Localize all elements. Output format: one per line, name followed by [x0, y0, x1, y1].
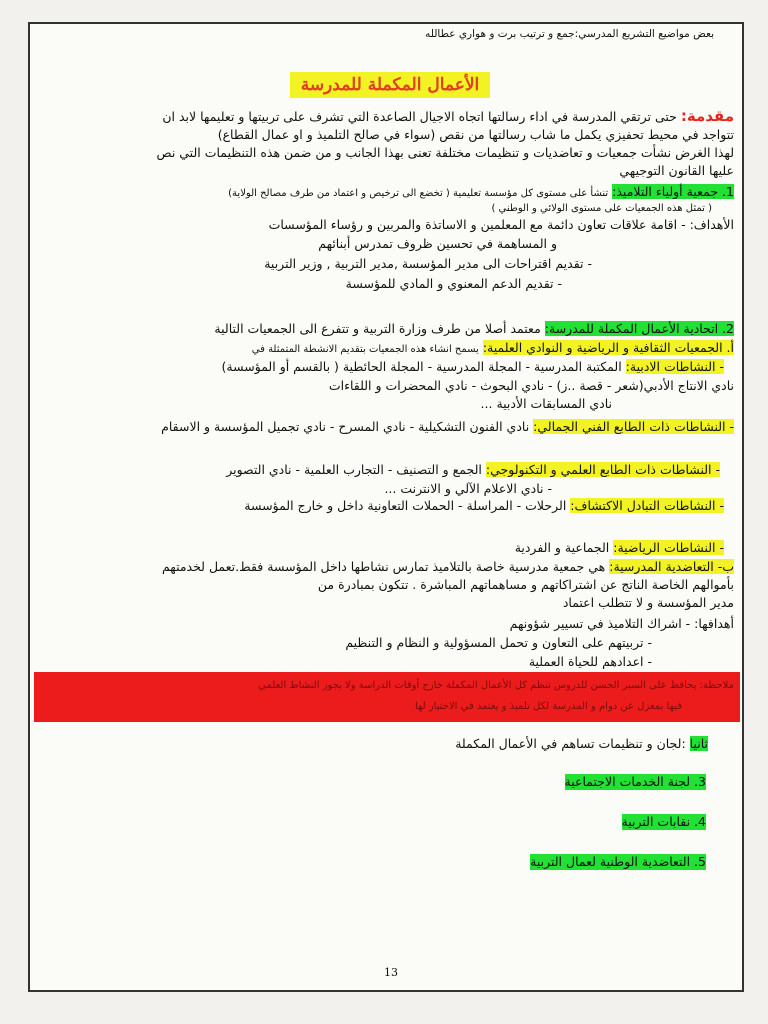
sub-b-label: ب- التعاضدية المدرسية:: [609, 559, 734, 574]
list-item-3: 3. لجنة الخدمات الاجتماعية: [564, 774, 706, 789]
goals-label: الأهداف:: [689, 217, 734, 232]
document-page: [28, 22, 744, 992]
list-heading-text: :لجان و تنظيمات تساهم في الأعمال المكملة: [455, 736, 686, 751]
note-line-1: ملاحظة: يحافظ على السير الحسن للدروس تنظم كل الأعمال المكملة خارج أوقات الدراسة ولا يجوز النشاط العلمي: [258, 680, 734, 691]
aims-line: [510, 616, 734, 632]
literary-line-3: نادي المسابقات الأدبية ...: [480, 396, 612, 411]
section1-note: ( تمثل هذه الجمعيات على مستوى الولائي و الوطني ): [491, 203, 712, 214]
aim-3: - اعدادهم للحياة العملية: [528, 654, 652, 669]
page-number: 13: [384, 966, 398, 979]
section1-label: 1. جمعية أولياء التلاميذ:: [612, 184, 734, 199]
intro-paragraph: [162, 108, 734, 125]
literary-line: [222, 359, 724, 375]
page-header: بعض مواضيع التشريع المدرسي:جمع و ترتيب برت و هواري عطالله: [425, 28, 714, 40]
intro-label: مقدمة:: [680, 107, 734, 125]
section2-text: معتمد أصلا من طرف وزارة التربية و تتفرع الى الجمعيات التالية: [214, 321, 541, 336]
science-label: - النشاطات ذات الطابع العلمي و التكنولوجي:: [485, 462, 720, 477]
sub-b-line-2: بأموالهم الخاصة الناتج عن اشتراكاتهم و مساهماتهم المباشرة . تتكون بمبادرة من: [317, 577, 734, 592]
aims-label: أهدافها:: [694, 616, 734, 631]
list-item-5: 5. التعاضدية الوطنية لعمال التربية: [530, 854, 706, 869]
goal-3: - تقديم الدعم المعنوي و المادي للمؤسسة: [345, 276, 562, 291]
section2-label: 2. اتحادية الأعمال المكملة للمدرسة:: [544, 321, 734, 336]
sub-a-text: يسمح انشاء هذه الجمعيات بتقديم الانشطة المتمثلة في: [251, 344, 479, 355]
sub-b-line: [162, 559, 734, 575]
section2-line: [214, 321, 734, 337]
art-label: - النشاطات ذات الطابع الفني الجمالي:: [533, 419, 734, 434]
exchange-text: الرحلات - المراسلة - الحملات التعاونية داخل و خارج المؤسسة: [244, 498, 567, 513]
document-title: الأعمال المكملة للمدرسة: [290, 72, 490, 98]
sub-b-text: هي جمعية مدرسية خاصة بالتلاميذ تمارس نشاطها داخل المؤسسة فقط.تعمل لخدمتهم: [161, 559, 606, 574]
science-line: [226, 462, 720, 478]
sport-label: - النشاطات الرياضية:: [613, 540, 724, 555]
art-text: نادي الفنون التشكيلية - نادي المسرح - نادي تجميل المؤسسة و الاسقام: [161, 419, 530, 434]
science-line-2: - نادي الاعلام الآلي و الانترنت ...: [384, 481, 552, 496]
aim-1: - اشراك التلاميذ في تسيير شؤونهم: [509, 616, 691, 631]
goal-2: - تقديم اقتراحات الى مدير المؤسسة ,مدير التربية , وزير التربية: [264, 256, 592, 271]
exchange-label: - النشاطات التبادل الاكتشاف:: [570, 498, 724, 513]
section1-line: [228, 184, 734, 202]
intro-line-2: تتواجد في محيط تحفيزي يكمل ما شاب رسالتها من نقص (سواء في صالح التلميذ و او عمال القطاع): [217, 127, 734, 142]
sub-a-label: أ. الجمعيات الثقافية و الرياضية و النوادي العلمية:: [482, 340, 734, 355]
aim-2: - تربيتهم على التعاون و تحمل المسؤولية و النظام و التنظيم: [345, 635, 652, 650]
section1-text: تنشأ على مستوى كل مؤسسة تعليمية ( تخضع الى ترخيص و اعتماد من طرف مصالح الولاية): [228, 188, 609, 199]
sport-text: الجماعية و الفردية: [514, 540, 610, 555]
intro-text: حتى ترتقي المدرسة في اداء رسالتها اتجاه الاجيال الصاعدة التي تشرف على تربيتها و تعليمها لابد ان: [162, 109, 677, 124]
literary-line-2: نادي الانتاج الأدبي(شعر - قصة ..ز) - نادي البحوث - نادي المحضرات و اللقاءات: [328, 378, 734, 393]
intro-line-3: لهذا الغرض نشأت جمعيات و تعاضديات و تنظيمات مختلفة تعنى بهذا الجانب و من ضمن هذه التنظيمات التي نص: [156, 145, 734, 160]
list-item-4: 4. نقابات التربية: [621, 814, 706, 829]
note-line-2: فيها بمعزل عن دوام و المدرسة لكل تلميذ و يعتمد في الاختيار لها: [414, 701, 682, 712]
section1-goal-line: [269, 217, 734, 233]
sport-line: [515, 540, 724, 556]
exchange-line: [244, 498, 724, 514]
literary-label: - النشاطات الادبية:: [625, 359, 724, 374]
intro-line-4: عليها القانون التوجيهي: [619, 163, 734, 178]
art-line: [161, 419, 734, 435]
list-heading: [455, 736, 708, 752]
literary-text: المكتبة المدرسية - المجلة المدرسية - المجلة الحائطية ( بالقسم أو المؤسسة): [221, 359, 622, 374]
sub-b-line-3: مدير المؤسسة و لا تتطلب اعتماد: [562, 595, 734, 610]
science-text: الجمع و التصنيف - التجارب العلمية - نادي التصوير: [226, 462, 482, 477]
list-heading-label: ثانيا: [689, 736, 708, 751]
goal-1: - اقامة علاقات تعاون دائمة مع المعلمين و الاساتذة والمربين و رؤساء المؤسسات: [268, 217, 686, 232]
sub-a-line: [252, 340, 734, 358]
goal-1b: و المساهمة في تحسين ظروف تمدرس أبنائهم: [318, 236, 557, 251]
